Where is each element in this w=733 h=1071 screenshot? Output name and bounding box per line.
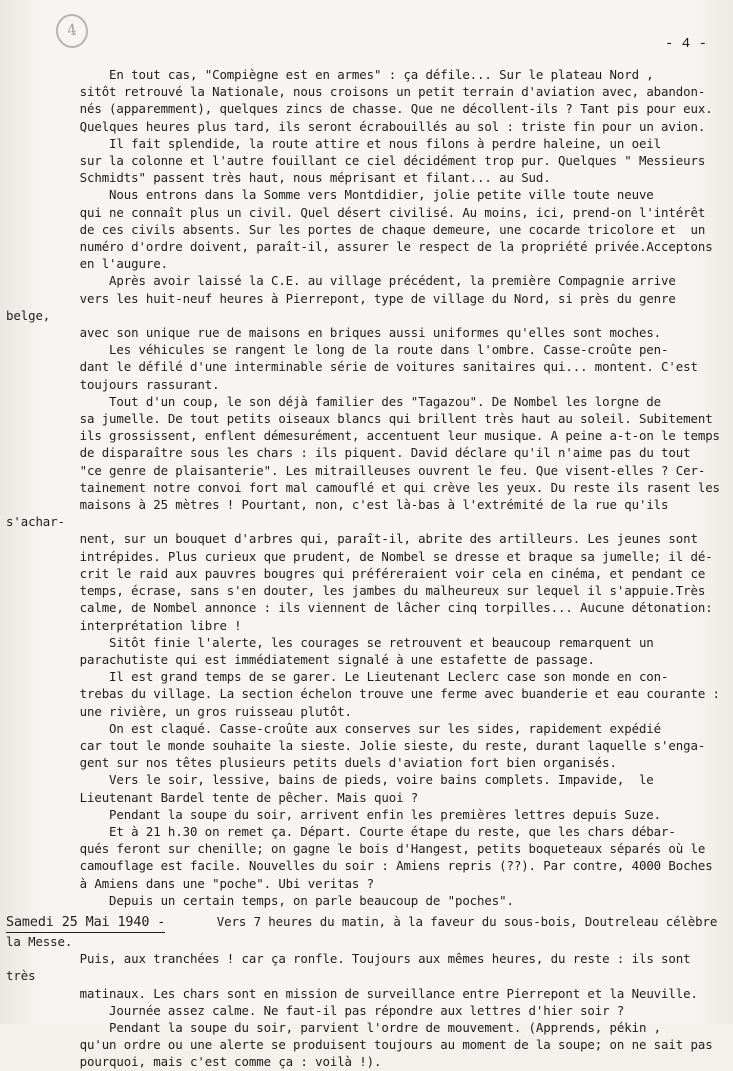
paragraph: Depuis un certain temps, on parle beaucoup de "poches". [6,892,514,908]
paragraph: Vers 7 heures du matin, à la faveur du sous-bois, Doutreleau célèbre la Messe. [6,913,725,949]
paragraph: Pendant la soupe du soir, arrivent enfin les premières lettres depuis Suze. [6,806,662,822]
paragraph: Il fait splendide, la route attire et nous filons à perdre haleine, un oeil sur la colonne et l'autre fouillant ce ciel décidément trop pur. Quelques " Messieurs Schmidts" passent très haut, nous méprisant et filant... au Sud. [79,135,706,186]
paragraph: Vers le soir, lessive, bains de pieds, voire bains complets. Impavide, le Lieutenant Bardel tente de pêcher. Mais quoi ? [79,772,654,805]
paragraph: Les véhicules se rangent le long de la route dans l'ombre. Casse-croûte pen- dant le défilé d'une interminable série de voitures sanitaires qui... montent. C'est toujours rassurant. [79,342,698,392]
paragraph: En tout cas, "Compiègne est en armes" : ça défile... Sur le plateau Nord , sitôt retrouvé la Nationale, nous croisons un petit terrain d'aviation avec, abandon- nés (apparemment), quelques zincs de chasse. Que ne décollent-ils ? Tant pis pour eux. Quelques heures plus tard, ils seront écrabouillés au sol : triste fin pour un avion. [79,67,713,134]
paragraph: Puis, aux tranchées ! car ça ronfle. Toujours aux mêmes heures, du reste : ils sont très matinaux. Les chars sont en mission de surveillance entre Pierrepont et la Neuville. [6,951,698,1001]
paragraph: On est claqué. Casse-croûte aux conserves sur les sides, rapidement expédié car tout le monde souhaite la sieste. Jolie sieste, du reste, durant laquelle s'enga- gent sur nos têtes plusieurs petits duels d'aviation fort bien organisés. [79,720,706,771]
dated-entry-line [6,913,725,950]
paragraph: Sitôt finie l'alerte, les courages se retrouvent et beaucoup remarquent un parachutiste qui est immédiatement signalé à une estafette de passage. [79,634,654,667]
page-number: - 4 - [664,36,707,52]
archive-stamp: 4 [54,12,90,50]
paragraph: Il est grand temps de se garer. Le Lieutenant Leclerc case son monde en con- trebas du village. La section échelon trouve une ferme avec buanderie et eau courante : une rivière, un gros ruisseau plutôt. [79,669,720,719]
paragraph: Après avoir laissé la C.E. au village précédent, la première Compagnie arrive vers les huit-neuf heures à Pierrepont, type de village du Nord, si près du genre belge, avec son unique rue de maisons en briques aussi uniformes qu'elles sont moches. [6,273,676,341]
paragraph: Journée assez calme. Ne faut-il pas répondre aux lettres d'hier soir ? [6,1002,625,1018]
date-heading: Samedi 25 Mai 1940 - [6,914,165,933]
paragraph: Et à 21 h.30 on remet ça. Départ. Courte étape du reste, que les chars débar- qués feront sur chenille; on gagne le bois d'Hangest, petits boqueteaux séparés où le camouflage est facile. Nouvelles du soir : Amiens repris (??). Par contre, 4000 Boches à Amiens dans une "poche". Ubi veritas ? [79,823,713,891]
paragraph: Nous entrons dans la Somme vers Montdidier, jolie petite ville toute neuve qui ne connaît plus un civil. Quel désert civilisé. Au moins, ici, prend-on l'intérêt de ces civils absents. Sur les portes de chaque demeure, une cocarde tricolore et un numéro d'ordre doivent, paraît-il, assurer le respect de la propriété privée.Acceptons en l'augure. [79,187,713,272]
document-body [6,66,725,1071]
paragraph: Tout d'un coup, le son déjà familier des "Tagazou". De Nombel les lorgne de sa jumelle. De tout petits oiseaux blancs qui brillent très haut au soleil. Subitement ils grossissent, enflent démesurément, accentuent leur musique. A peine a-t-on le temps de disparaître sous les chars : ils piquent. David déclare qu'il n'aime pas du tout "ce genre de plaisanterie". Les mitrailleuses ouvrent le feu. Que visent-elles ? Cer- tainement notre convoi fort mal camouflé et qui crève les yeux. Du reste ils rasent les maisons à 25 mètres ! Pourtant, non, c'est là-bas à l'extrémité de la rue qu'ils s'achar- nent, sur un bouquet d'arbres qui, paraît-il, abrite des artilleurs. Les jeunes sont intrépides. Plus curieux que prudent, de Nombel se dresse et braque sa jumelle; il dé- crit le raid aux pauvres bougres qui préféreraient voir cela en cinéma, et pendant ce temps, écrase, sans s'en douter, les jambes du malheureux sur lequel il s'appuie.Très calme, de Nombel annonce : ils viennent de lâcher cinq torpilles... Aucune détonation: interprétation libre ! [6,393,720,633]
paragraph: Pendant la soupe du soir, parvient l'ordre de mouvement. (Apprends, pékin , qu'un ordre ou une alerte se produisent toujours au moment de la soupe; on ne sait pas pourquoi, mais c'est comme ça : voilà !). [79,1019,713,1070]
